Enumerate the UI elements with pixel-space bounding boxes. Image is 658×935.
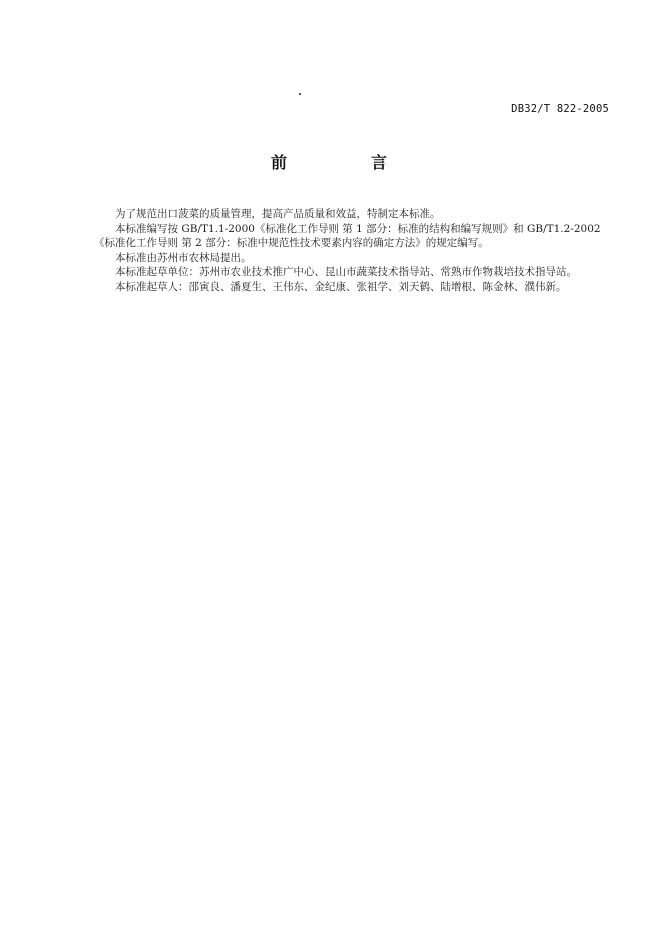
paragraph-proposer: 本标准由苏州市农林局提出。 [115, 251, 252, 264]
paragraph-drafting-rules-line1: 本标准编写按 GB/T1.1-2000《标准化工作导则 第 1 部分：标准的结构和编写规则》和 GB/T1.2-2002 [115, 222, 601, 235]
paragraph-purpose: 为了规范出口菠菜的质量管理，提高产品质量和效益，特制定本标准。 [115, 208, 441, 220]
paragraph-drafting-units: 本标准起草单位：苏州市农业技术推广中心、昆山市蔬菜技术指导站、常熟市作物栽培技术指导站。 [115, 266, 577, 279]
stray-dot [299, 93, 301, 95]
paragraph-drafters: 本标准起草人：邵寅良、潘夏生、王伟东、金纪康、张祖学、刘天鹤、陆增根、陈金林、濮伟新。 [115, 280, 567, 293]
paragraph-drafting-rules-line2: 《标准化工作导则 第 2 部分：标准中规范性技术要素内容的确定方法》的规定编写。 [94, 237, 489, 250]
page-title: 前 言 [270, 153, 421, 172]
standard-code: DB32/T 822-2005 [511, 103, 609, 115]
foreword-body [94, 207, 614, 295]
